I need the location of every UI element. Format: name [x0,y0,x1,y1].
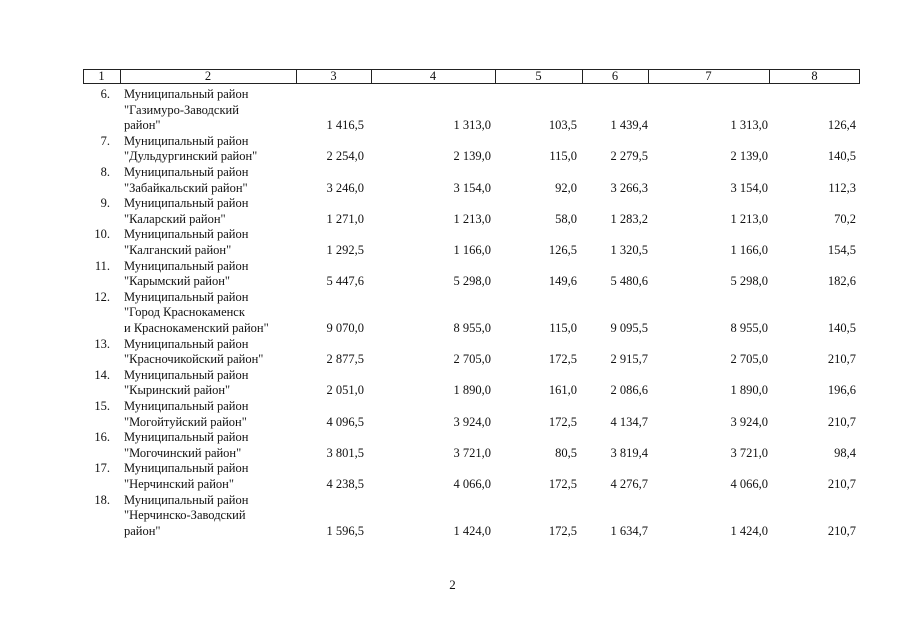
row-name-line: "Каларский район" [124,211,226,226]
row-number: 10. [94,227,110,242]
header-col-1: 1 [98,69,105,83]
row-value-col-8: 140,5 [827,149,856,164]
row-value-col-5: 172,5 [548,523,577,538]
row-value-col-3: 1 416,5 [326,118,364,133]
row-value-col-3: 2 254,0 [326,149,364,164]
row-name-line: район" [124,118,161,133]
row-name-line: Муниципальный район [124,492,249,507]
row-number: 8. [100,165,110,179]
header-separator [371,69,372,84]
row-value-col-7: 8 955,0 [730,320,768,335]
row-value-col-4: 1 166,0 [453,242,491,257]
row-value-col-4: 2 139,0 [453,149,491,164]
row-value-col-6: 3 266,3 [610,180,648,195]
row-name-line: Муниципальный район [124,227,249,242]
row-number: 7. [100,133,110,148]
row-value-col-7: 1 213,0 [730,211,768,226]
row-number: 12. [94,289,110,304]
row-name-line: Муниципальный район [124,367,249,382]
row-value-col-7: 1 424,0 [730,523,768,538]
row-value-col-7: 1 166,0 [730,242,768,257]
header-col-5: 5 [535,69,542,83]
table-row [0,290,905,337]
row-value-col-7: 4 066,0 [730,476,768,491]
row-name-line: Муниципальный район [124,399,249,413]
row-value-col-5: 172,5 [548,476,577,491]
row-value-col-8: 196,6 [827,383,856,398]
row-name-line: Муниципальный район [124,258,249,273]
row-value-col-4: 4 066,0 [453,476,491,491]
row-value-col-8: 182,6 [827,274,856,289]
header-separator [648,69,649,84]
row-value-col-5: 58,0 [555,211,577,226]
row-name-line: Муниципальный район [124,133,249,148]
row-value-col-5: 92,0 [555,180,577,195]
row-number: 16. [94,430,110,445]
row-value-col-7: 5 298,0 [730,274,768,289]
row-name-line: "Дульдургинский район" [124,149,258,164]
row-name-line: "Кыринский район" [124,383,231,398]
row-value-col-8: 126,4 [827,118,856,133]
row-value-col-8: 112,3 [828,180,856,195]
row-name-line: и Краснокаменский район" [124,320,269,335]
row-name-line: Муниципальный район [124,165,249,179]
row-value-col-3: 4 238,5 [326,476,364,491]
header-separator [769,69,770,84]
row-value-col-4: 5 298,0 [453,274,491,289]
row-value-col-4: 1 424,0 [453,523,491,538]
table-row [0,134,905,165]
row-number: 6. [100,87,110,101]
header-separator [582,69,583,84]
row-value-col-3: 2 051,0 [326,383,364,398]
row-name-line: "Город Краснокаменск [124,305,245,320]
row-value-col-3: 1 271,0 [326,211,364,226]
row-value-col-8: 70,2 [834,211,856,226]
row-value-col-8: 154,5 [827,242,856,257]
row-value-col-5: 172,5 [548,414,577,429]
row-name-line: "Калганский район" [124,242,232,257]
row-value-col-3: 2 877,5 [326,352,364,367]
row-name-line: "Нерчинско-Заводский [124,508,246,523]
row-number: 11. [94,258,110,273]
row-value-col-5: 115,0 [549,320,577,335]
row-value-col-4: 1 313,0 [453,118,491,133]
row-value-col-6: 2 915,7 [610,352,648,367]
row-value-col-4: 8 955,0 [453,320,491,335]
row-value-col-4: 1 213,0 [453,211,491,226]
row-value-col-3: 1 292,5 [326,242,364,257]
row-value-col-8: 140,5 [827,320,856,335]
table-row [0,399,905,430]
row-name-line: "Забайкальский район" [124,180,248,195]
row-value-col-8: 210,7 [827,352,856,367]
row-value-col-7: 3 154,0 [730,180,768,195]
row-value-col-7: 3 721,0 [730,445,768,460]
table-row [0,259,905,290]
header-col-6: 6 [611,69,619,83]
row-value-col-3: 9 070,0 [326,320,364,335]
header-col-8: 8 [811,69,818,83]
row-name-line: "Могойтуйский район" [124,414,247,429]
row-value-col-6: 2 086,6 [610,383,648,398]
row-name-line: "Могочинский район" [124,445,242,460]
header-separator [296,69,297,84]
row-value-col-4: 1 890,0 [453,383,491,398]
row-value-col-6: 1 439,4 [610,118,648,133]
row-name-line: "Газимуро-Заводский [124,102,239,117]
header-separator [495,69,496,84]
row-value-col-6: 4 134,7 [610,414,648,429]
row-value-col-7: 1 890,0 [730,383,768,398]
table-row [0,87,905,134]
table-row [0,368,905,399]
row-value-col-5: 103,5 [548,118,577,133]
row-number: 14. [94,367,110,382]
row-value-col-5: 80,5 [555,445,577,460]
row-name-line: Муниципальный район [124,289,249,304]
row-value-col-7: 3 924,0 [730,414,768,429]
page-number: 2 [449,577,456,592]
row-value-col-4: 3 154,0 [453,180,491,195]
row-value-col-6: 1 634,7 [610,523,648,538]
row-value-col-6: 3 819,4 [610,445,648,460]
row-value-col-3: 5 447,6 [326,274,364,289]
row-value-col-8: 98,4 [834,445,856,460]
row-value-col-4: 3 721,0 [453,445,491,460]
row-value-col-6: 4 276,7 [610,476,648,491]
row-value-col-3: 3 246,0 [326,180,364,195]
row-number: 17. [94,461,110,476]
row-name-line: "Карымский район" [124,274,231,289]
row-value-col-3: 3 801,5 [326,445,364,460]
row-value-col-6: 5 480,6 [610,274,648,289]
row-number: 18. [94,492,110,507]
row-value-col-5: 149,6 [548,274,577,289]
table-row [0,493,905,540]
row-value-col-5: 161,0 [548,383,577,398]
table-row [0,337,905,368]
row-value-col-7: 2 705,0 [730,352,768,367]
row-value-col-5: 172,5 [548,352,577,367]
table-row [0,461,905,492]
row-name-line: Муниципальный район [124,336,249,351]
row-name-line: Муниципальный район [124,87,249,101]
row-value-col-4: 2 705,0 [453,352,491,367]
row-name-line: "Красночикойский район" [124,352,264,367]
table-row [0,430,905,461]
row-name-line: "Нерчинский район" [124,476,234,491]
row-value-col-5: 115,0 [549,149,577,164]
row-value-col-6: 1 320,5 [610,242,648,257]
row-value-col-7: 2 139,0 [730,149,768,164]
row-value-col-4: 3 924,0 [453,414,491,429]
row-value-col-8: 210,7 [827,476,856,491]
row-value-col-8: 210,7 [827,414,856,429]
header-col-2: 2 [204,69,212,83]
table-row [0,196,905,227]
row-value-col-8: 210,7 [827,523,856,538]
row-name-line: Муниципальный район [124,196,249,211]
header-col-3: 3 [330,69,337,83]
row-name-line: Муниципальный район [124,461,249,476]
row-number: 13. [94,336,110,351]
header-separator [120,69,121,84]
row-name-line: Муниципальный район [124,430,249,445]
table-row [0,227,905,258]
table-row [0,165,905,196]
row-value-col-3: 4 096,5 [326,414,364,429]
row-name-line: район" [124,523,161,538]
row-value-col-6: 9 095,5 [610,320,648,335]
row-value-col-6: 1 283,2 [610,211,648,226]
header-col-7: 7 [705,69,712,83]
row-number: 15. [94,399,110,413]
header-col-4: 4 [429,69,437,83]
row-number: 9. [100,196,110,211]
row-value-col-7: 1 313,0 [730,118,768,133]
row-value-col-5: 126,5 [548,242,577,257]
row-value-col-3: 1 596,5 [326,523,364,538]
row-value-col-6: 2 279,5 [610,149,648,164]
